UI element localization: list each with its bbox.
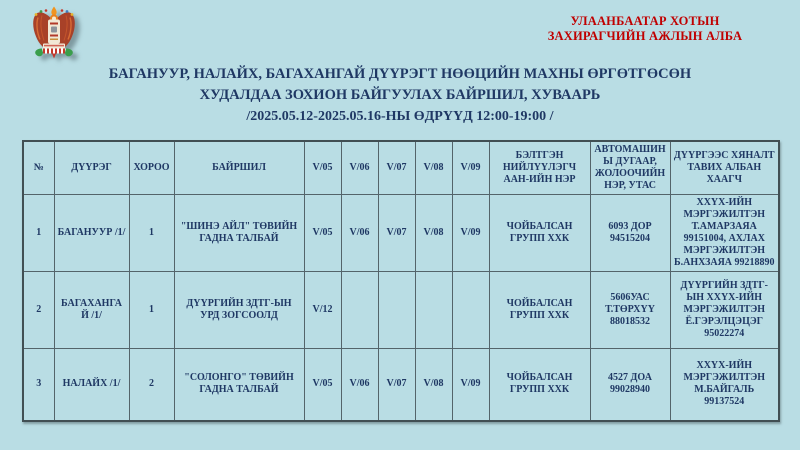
page-title (0, 64, 800, 127)
cell-number: 3 (23, 349, 54, 421)
title-line2: ХУДАЛДАА ЗОХИОН БАЙГУУЛАХ БАЙРШИЛ, ХУВААРЬ (199, 87, 601, 103)
cell-date: V/05 (304, 349, 341, 421)
cell-date: V/07 (378, 195, 415, 272)
cell-khoroo: 2 (129, 349, 174, 421)
cell-district: НАЛАЙХ /1/ (54, 349, 129, 421)
table-row (23, 195, 779, 272)
table-header-row (23, 141, 779, 195)
column-header-date-v08: V/08 (415, 141, 452, 195)
table-row (23, 349, 779, 421)
cell-supervisor: ДҮҮРГИЙН ЗДТГ-ЫН ХХҮХ-ИЙН МЭРГЭЖИЛТЭН Ё.ГЭРЭЛЦЭЦЭГ 95022274 (670, 272, 779, 349)
cell-khoroo: 1 (129, 272, 174, 349)
cell-supplier: ЧОЙБАЛСАН ГРУПП ХХК (489, 272, 590, 349)
cell-number: 2 (23, 272, 54, 349)
title-line1: БАГАНУУР, НАЛАЙХ, БАГАХАНГАЙ ДҮҮРЭГТ НӨӨЦИЙН МАХНЫ ӨРГӨТГӨСӨН (108, 66, 692, 82)
cell-date: V/08 (415, 195, 452, 272)
cell-district: БАГАХАНГАЙ /1/ (54, 272, 129, 349)
cell-location: "СОЛОНГО" ТӨВИЙН ГАДНА ТАЛБАЙ (174, 349, 304, 421)
cell-supplier: ЧОЙБАЛСАН ГРУПП ХХК (489, 195, 590, 272)
cell-date (341, 272, 378, 349)
org-name-line1: УЛААНБААТАР ХОТЫН (570, 14, 720, 28)
cell-district: БАГАНУУР /1/ (54, 195, 129, 272)
cell-date (452, 272, 489, 349)
cell-date: V/06 (341, 195, 378, 272)
cell-date: V/08 (415, 349, 452, 421)
column-header-supplier: БЭЛТГЭН НИЙЛҮҮЛЭГЧ ААН-ИЙН НЭР (489, 141, 590, 195)
column-header-date-v09: V/09 (452, 141, 489, 195)
column-header-district: ДҮҮРЭГ (54, 141, 129, 195)
cell-location: ДҮҮРГИЙН ЗДТГ-ЫН УРД ЗОГСООЛД (174, 272, 304, 349)
cell-khoroo: 1 (129, 195, 174, 272)
schedule-table (22, 140, 780, 422)
cell-supplier: ЧОЙБАЛСАН ГРУПП ХХК (489, 349, 590, 421)
cell-supervisor: ХХҮХ-ИЙН МЭРГЭЖИЛТЭН М.БАЙГАЛЬ 99137524 (670, 349, 779, 421)
ulaanbaatar-coat-of-arms-icon (30, 6, 78, 59)
cell-vehicle: 4527 ДОА 99028940 (590, 349, 670, 421)
table-row (23, 272, 779, 349)
column-header-vehicle: АВТОМАШИНЫ ДУГААР, ЖОЛООЧИЙН НЭР, УТАС (590, 141, 670, 195)
column-header-supervisor: ДҮҮРГЭЭС ХЯНАЛТ ТАВИХ АЛБАН ХААГЧ (670, 141, 779, 195)
cell-date: V/06 (341, 349, 378, 421)
cell-date: V/07 (378, 349, 415, 421)
cell-date: V/09 (452, 195, 489, 272)
cell-vehicle: 5606УАС Т.ТӨРХҮҮ 88018532 (590, 272, 670, 349)
cell-date: V/09 (452, 349, 489, 421)
cell-supervisor: ХХҮХ-ИЙН МЭРГЭЖИЛТЭН Т.АМАРЗАЯА 99151004, АХЛАХ МЭРГЭЖИЛТЭН Б.АНХЗАЯА 99218890 (670, 195, 779, 272)
cell-number: 1 (23, 195, 54, 272)
cell-date (378, 272, 415, 349)
column-header-date-v07: V/07 (378, 141, 415, 195)
org-name-line2: ЗАХИРАГЧИЙН АЖЛЫН АЛБА (547, 29, 743, 43)
column-header-location: БАЙРШИЛ (174, 141, 304, 195)
title-line3: /2025.05.12-2025.05.16-НЫ ӨДРҮҮД 12:00-19:00 / (246, 109, 554, 124)
column-header-khoroo: ХОРОО (129, 141, 174, 195)
column-header-date-v05: V/05 (304, 141, 341, 195)
column-header-number: № (23, 141, 54, 195)
organization-name (530, 14, 760, 44)
cell-date (415, 272, 452, 349)
cell-vehicle: 6093 ДОР 94515204 (590, 195, 670, 272)
cell-location: "ШИНЭ АЙЛ" ТӨВИЙН ГАДНА ТАЛБАЙ (174, 195, 304, 272)
column-header-date-v06: V/06 (341, 141, 378, 195)
cell-date: V/05 (304, 195, 341, 272)
cell-date: V/12 (304, 272, 341, 349)
